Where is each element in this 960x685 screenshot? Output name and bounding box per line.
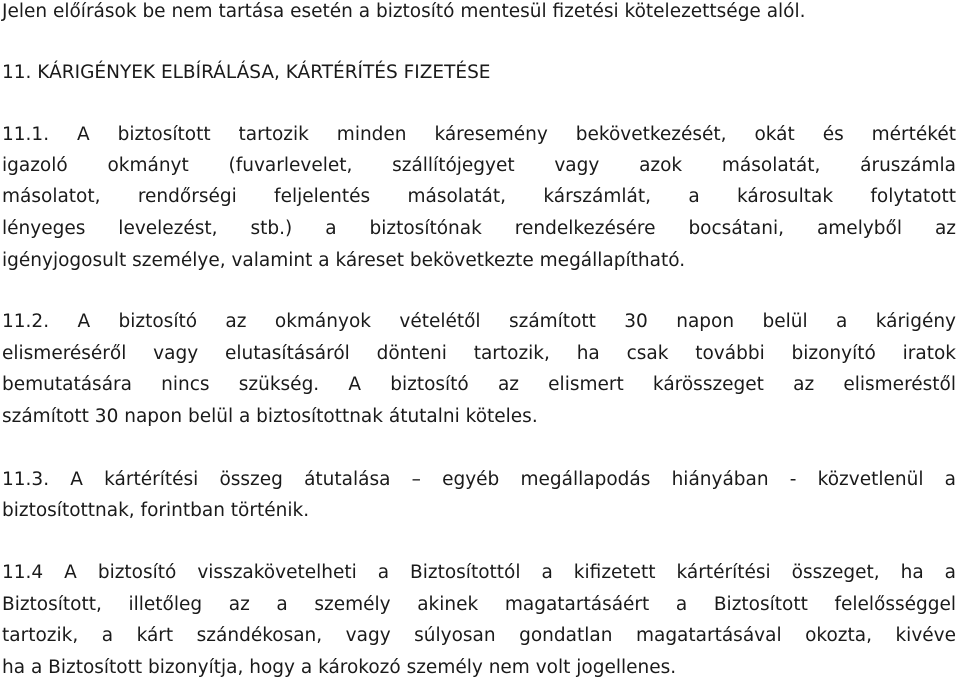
- intro-line: Jelen előírások be nem tartása esetén a biztosító mentesül fizetési kötelezettsége alól.: [2, 1, 806, 22]
- paragraph-line: igényjogosult személye, valamint a káreset bekövetkezte megállapítható.: [2, 250, 686, 271]
- paragraph-line: bemutatására nincs szükség. A biztosító az elismert kárösszeget az elismeréstől: [2, 374, 956, 395]
- paragraph-line: 11.4 A biztosító visszakövetelheti a Biztosítottól a kifizetett kártérítési összeget, ha a: [2, 562, 956, 583]
- paragraph-line: 11.1. A biztosított tartozik minden káresemény bekövetkezését, okát és mértékét: [2, 124, 956, 145]
- paragraph-line: biztosítottnak, forintban történik.: [2, 500, 310, 521]
- paragraph-line: elismeréséről vagy elutasításáról dönteni tartozik, ha csak további bizonyító iratok: [2, 343, 956, 364]
- paragraph-line: 11.2. A biztosító az okmányok vételétől számított 30 napon belül a kárigény: [2, 311, 956, 332]
- paragraph-line: másolatot, rendőrségi feljelentés másolatát, kárszámlát, a károsultak folytatott: [2, 186, 956, 207]
- paragraph-line: igazoló okmányt (fuvarlevelet, szállítójegyet vagy azok másolatát, áruszámla: [2, 155, 956, 176]
- paragraph-line: ha a Biztosított bizonyítja, hogy a károkozó személy nem volt jogellenes.: [2, 657, 677, 678]
- paragraph-line: számított 30 napon belül a biztosítottnak átutalni köteles.: [2, 406, 538, 427]
- paragraph-line: Biztosított, illetőleg az a személy akinek magatartásáért a Biztosított felelősséggel: [2, 594, 956, 615]
- paragraph-line: tartozik, a kárt szándékosan, vagy súlyosan gondatlan magatartásával okozta, kivéve: [2, 625, 956, 646]
- paragraph-line: lényeges levelezést, stb.) a biztosítónak rendelkezésére bocsátani, amelyből az: [2, 218, 956, 239]
- paragraph-line: 11.3. A kártérítési összeg átutalása – egyéb megállapodás hiányában - közvetlenül a: [2, 469, 956, 490]
- section-heading: 11. KÁRIGÉNYEK ELBÍRÁLÁSA, KÁRTÉRÍTÉS FIZETÉSE: [2, 62, 491, 83]
